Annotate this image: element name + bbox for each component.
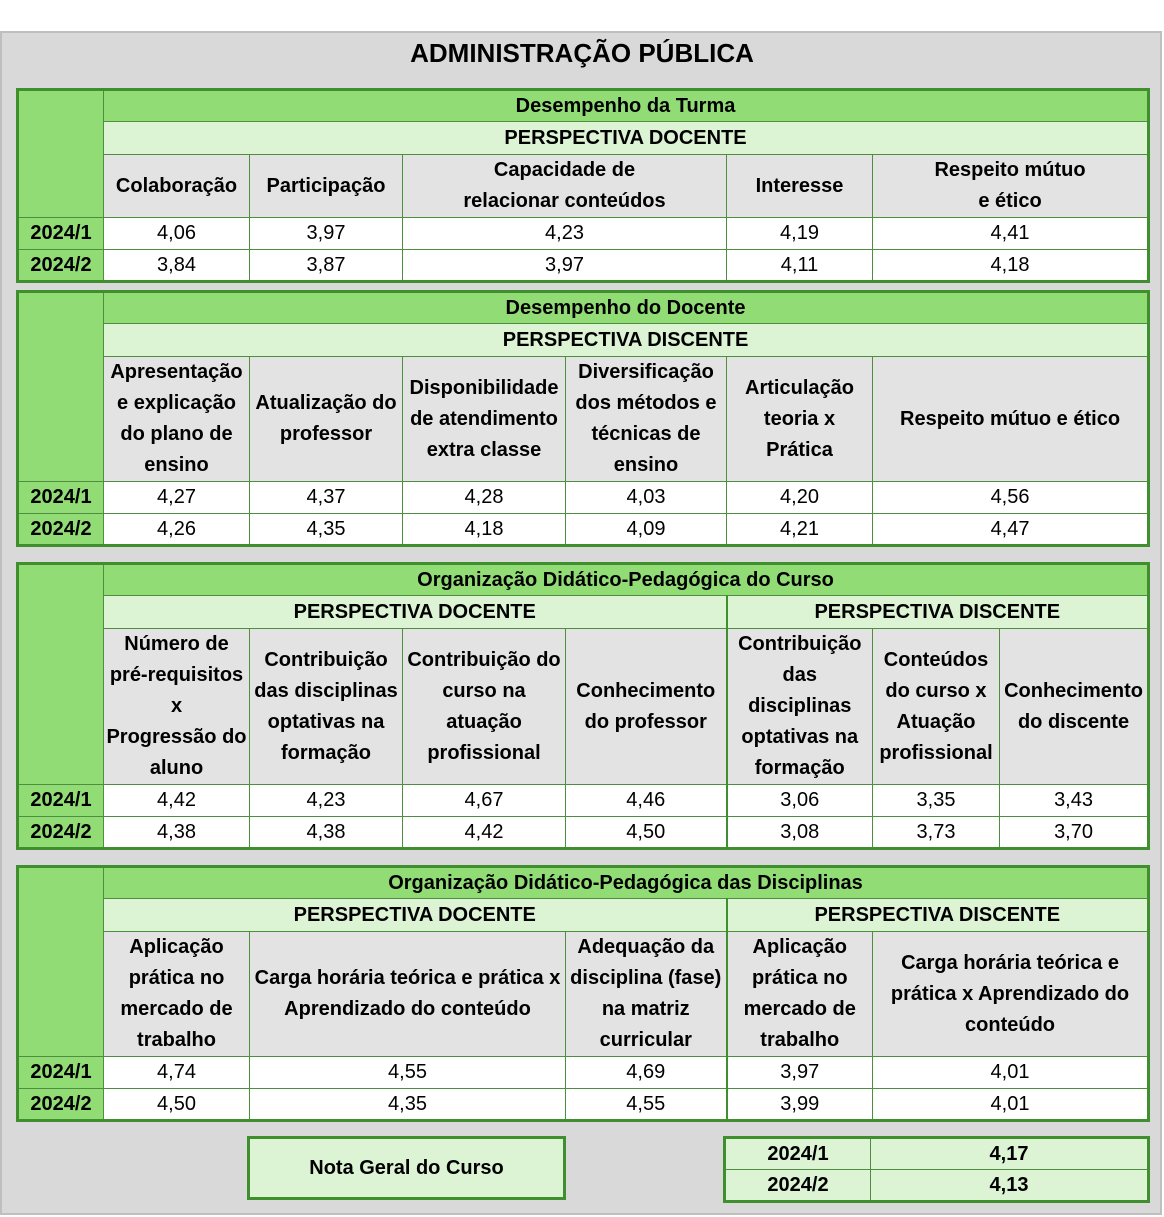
perspective-discente-label: PERSPECTIVA DISCENTE <box>727 899 1149 932</box>
year-label: 2024/2 <box>18 1089 104 1121</box>
column-header: Disponibilidade de atendimento extra classe <box>403 357 566 482</box>
table-row <box>18 218 1149 250</box>
column-header: Conteúdos do curso x Atuação profissional <box>873 629 1000 785</box>
year-label: 2024/2 <box>18 514 104 546</box>
table-row <box>18 1089 1149 1121</box>
year-label: 2024/2 <box>725 1170 871 1202</box>
table-organizacao-disciplinas <box>16 865 1150 1122</box>
value-cell: 4,35 <box>250 514 403 546</box>
table-row <box>18 1057 1149 1089</box>
value-cell: 4,27 <box>104 482 250 514</box>
corner-cell <box>18 90 104 218</box>
value-cell: 3,06 <box>727 785 873 817</box>
value-cell: 4,42 <box>104 785 250 817</box>
column-header: Respeito mútuo e ético <box>873 155 1149 218</box>
value-cell: 4,47 <box>873 514 1149 546</box>
value-cell: 4,06 <box>104 218 250 250</box>
column-header: Conhecimento do discente <box>1000 629 1149 785</box>
value-cell: 3,97 <box>727 1057 873 1089</box>
value-cell: 4,21 <box>727 514 873 546</box>
nota-value: 4,17 <box>871 1138 1149 1170</box>
value-cell: 4,28 <box>403 482 566 514</box>
value-cell: 4,55 <box>566 1089 727 1121</box>
value-cell: 4,69 <box>566 1057 727 1089</box>
value-cell: 4,23 <box>403 218 727 250</box>
column-header: Número de pré-requisitos x Progressão do aluno <box>104 629 250 785</box>
value-cell: 4,01 <box>873 1057 1149 1089</box>
table-desempenho-docente <box>16 290 1150 547</box>
value-cell: 3,99 <box>727 1089 873 1121</box>
value-cell: 4,46 <box>566 785 727 817</box>
table-row <box>18 514 1149 546</box>
value-cell: 4,67 <box>403 785 566 817</box>
column-header: Aplicação prática no mercado de trabalho <box>104 932 250 1057</box>
column-header: Contribuição do curso na atuação profissional <box>403 629 566 785</box>
value-cell: 4,37 <box>250 482 403 514</box>
year-label: 2024/1 <box>18 218 104 250</box>
year-label: 2024/2 <box>18 250 104 282</box>
column-header: Diversificação dos métodos e técnicas de ensino <box>566 357 727 482</box>
nota-geral-label: Nota Geral do Curso <box>247 1136 566 1200</box>
section-title: Desempenho do Docente <box>104 292 1149 324</box>
column-header: Aplicação prática no mercado de trabalho <box>727 932 873 1057</box>
value-cell: 3,35 <box>873 785 1000 817</box>
year-label: 2024/1 <box>18 785 104 817</box>
corner-cell <box>18 292 104 482</box>
year-label: 2024/1 <box>725 1138 871 1170</box>
column-header: Capacidade de relacionar conteúdos <box>403 155 727 218</box>
nota-geral-table <box>723 1136 1150 1203</box>
page-title: ADMINISTRAÇÃO PÚBLICA <box>410 38 754 68</box>
value-cell: 4,35 <box>250 1089 566 1121</box>
corner-cell <box>18 564 104 785</box>
value-cell: 3,70 <box>1000 817 1149 849</box>
column-header: Carga horária teórica e prática x Aprendizado do conteúdo <box>250 932 566 1057</box>
value-cell: 4,23 <box>250 785 403 817</box>
table-row <box>18 817 1149 849</box>
value-cell: 3,97 <box>250 218 403 250</box>
value-cell: 4,20 <box>727 482 873 514</box>
perspective-docente-label: PERSPECTIVA DOCENTE <box>104 596 727 629</box>
value-cell: 4,11 <box>727 250 873 282</box>
section-title: Organização Didático-Pedagógica das Disciplinas <box>104 867 1149 899</box>
column-header: Apresentação e explicação do plano de ensino <box>104 357 250 482</box>
table-row <box>725 1170 1149 1202</box>
value-cell: 4,41 <box>873 218 1149 250</box>
table-organizacao-curso <box>16 562 1150 850</box>
value-cell: 4,50 <box>566 817 727 849</box>
column-header: Articulação teoria x Prática <box>727 357 873 482</box>
perspective-discente-label: PERSPECTIVA DISCENTE <box>104 324 1149 357</box>
year-label: 2024/1 <box>18 1057 104 1089</box>
section-title: Organização Didático-Pedagógica do Curso <box>104 564 1149 596</box>
column-header: Atualização do professor <box>250 357 403 482</box>
value-cell: 3,84 <box>104 250 250 282</box>
table-desempenho-turma <box>16 88 1150 283</box>
value-cell: 3,73 <box>873 817 1000 849</box>
perspective-docente-label: PERSPECTIVA DOCENTE <box>104 122 1149 155</box>
corner-cell <box>18 867 104 1057</box>
column-header: Participação <box>250 155 403 218</box>
value-cell: 4,38 <box>250 817 403 849</box>
value-cell: 4,56 <box>873 482 1149 514</box>
section-title: Desempenho da Turma <box>104 90 1149 122</box>
table-row <box>18 482 1149 514</box>
value-cell: 3,43 <box>1000 785 1149 817</box>
column-header: Contribuição das disciplinas optativas na formação <box>727 629 873 785</box>
value-cell: 4,74 <box>104 1057 250 1089</box>
value-cell: 4,09 <box>566 514 727 546</box>
value-cell: 4,01 <box>873 1089 1149 1121</box>
value-cell: 4,18 <box>403 514 566 546</box>
value-cell: 4,03 <box>566 482 727 514</box>
value-cell: 4,19 <box>727 218 873 250</box>
perspective-discente-label: PERSPECTIVA DISCENTE <box>727 596 1149 629</box>
value-cell: 4,26 <box>104 514 250 546</box>
column-header: Respeito mútuo e ético <box>873 357 1149 482</box>
value-cell: 4,50 <box>104 1089 250 1121</box>
column-header: Interesse <box>727 155 873 218</box>
value-cell: 3,08 <box>727 817 873 849</box>
nota-value: 4,13 <box>871 1170 1149 1202</box>
column-header: Conhecimento do professor <box>566 629 727 785</box>
year-label: 2024/2 <box>18 817 104 849</box>
column-header: Carga horária teórica e prática x Aprendizado do conteúdo <box>873 932 1149 1057</box>
value-cell: 3,87 <box>250 250 403 282</box>
table-row <box>18 785 1149 817</box>
value-cell: 4,42 <box>403 817 566 849</box>
table-row <box>18 250 1149 282</box>
column-header: Contribuição das disciplinas optativas na formação <box>250 629 403 785</box>
value-cell: 4,18 <box>873 250 1149 282</box>
perspective-docente-label: PERSPECTIVA DOCENTE <box>104 899 727 932</box>
value-cell: 4,55 <box>250 1057 566 1089</box>
value-cell: 4,38 <box>104 817 250 849</box>
table-row <box>725 1138 1149 1170</box>
column-header: Adequação da disciplina (fase) na matriz curricular <box>566 932 727 1057</box>
column-header: Colaboração <box>104 155 250 218</box>
value-cell: 3,97 <box>403 250 727 282</box>
year-label: 2024/1 <box>18 482 104 514</box>
